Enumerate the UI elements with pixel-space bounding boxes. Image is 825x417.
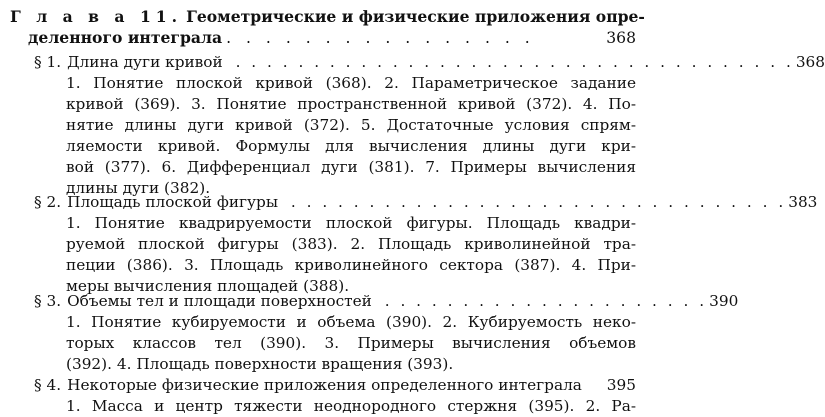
contents-line: нятие длины дуги кривой (372). 5. Достаточные условия спрям-	[66, 116, 636, 134]
contents-line: длины дуги (382).	[66, 179, 211, 197]
chapter-title-part-1: Геометрические и физические приложения опре-	[186, 7, 645, 26]
chapter-dot-leader: . . . . . . . . . . . . . . . .	[226, 29, 535, 47]
chapter-title-line-2	[10, 27, 636, 49]
contents-line: (392). 4. Площадь поверхности вращения (393).	[66, 355, 454, 373]
chapter-title-line-1	[10, 6, 645, 27]
section-title-group	[34, 52, 794, 73]
contents-line: кривой (369). 3. Понятие пространственной кривой (372). 4. По-	[66, 95, 636, 113]
contents-line: вой (377). 6. Дифференциал дуги (381). 7. Примеры вычисления	[66, 158, 636, 176]
section-title: Некоторые физические приложения определенного интеграла	[67, 376, 582, 394]
section-heading	[34, 52, 825, 73]
contents-line: руемой плоской фигуры (383). 2. Площадь криволинейной тра-	[66, 235, 636, 253]
section-contents	[66, 396, 636, 417]
section-dot-leader: . . . . . . . . . . . . . . . . . . . . . . . . . . . . . . . . . . . .	[235, 53, 794, 71]
section-2	[34, 192, 818, 297]
section-1	[34, 52, 825, 199]
chapter-page-number: 368	[606, 29, 636, 47]
section-page-number: 368	[795, 53, 825, 71]
section-title-group	[34, 291, 707, 312]
contents-line: ляемости кривой. Формулы для вычисления длины дуги кри-	[66, 137, 636, 155]
section-page-number: 395	[606, 376, 636, 394]
contents-line: 1. Понятие кубируемости и объема (390). 2. Кубируемость неко-	[66, 313, 636, 331]
contents-line: 1. Понятие плоской кривой (368). 2. Параметрическое задание	[66, 74, 636, 92]
section-title: Длина дуги кривой	[67, 53, 223, 71]
section-title-group	[34, 375, 605, 396]
section-mark: § 4.	[34, 376, 62, 394]
contents-line: пеции (386). 3. Площадь криволинейного сектора (387). 4. При-	[66, 256, 636, 274]
chapter-heading	[10, 6, 645, 49]
section-4	[34, 375, 636, 417]
section-mark: § 3.	[34, 292, 62, 310]
section-contents	[66, 73, 636, 199]
section-mark: § 2.	[34, 193, 62, 211]
section-mark: § 1.	[34, 53, 62, 71]
section-dot-leader: . . . . . . . . . . . . . . . . . . . . . . . . . . . . . . . .	[290, 193, 787, 211]
section-title-group	[34, 192, 786, 213]
contents-line: торых классов тел (390). 3. Примеры вычисления объемов	[66, 334, 636, 352]
section-page-number: 383	[788, 193, 818, 211]
section-contents	[66, 213, 636, 297]
contents-line: 1. Масса и центр тяжести неоднородного стержня (395). 2. Ра-	[66, 397, 636, 415]
section-heading	[34, 375, 636, 396]
section-title: Объемы тел и площади поверхностей	[67, 292, 372, 310]
section-heading	[34, 291, 739, 312]
chapter-label: Г л а в а 11.	[10, 7, 183, 26]
section-contents	[66, 312, 636, 375]
contents-line: 1. Понятие квадрируемости плоской фигуры. Площадь квадри-	[66, 214, 636, 232]
section-page-number: 390	[709, 292, 739, 310]
section-heading	[34, 192, 818, 213]
section-title: Площадь плоской фигуры	[67, 193, 278, 211]
section-dot-leader: . . . . . . . . . . . . . . . . . . . . .	[384, 292, 708, 310]
section-3	[34, 291, 739, 375]
contents-line: меры вычисления площадей (388).	[66, 277, 350, 295]
chapter-title-part-2: деленного интеграла	[28, 28, 223, 47]
